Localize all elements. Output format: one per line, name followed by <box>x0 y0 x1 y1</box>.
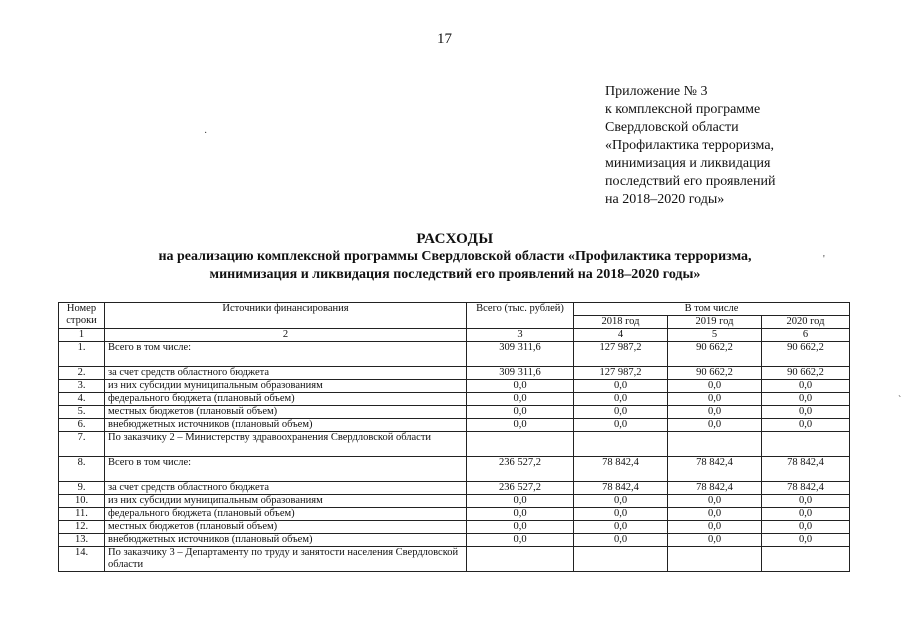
year-2020-cell: 0,0 <box>762 495 850 508</box>
year-2018-cell: 127 987,2 <box>574 367 668 380</box>
year-2018-cell: 0,0 <box>574 380 668 393</box>
row-number: 8. <box>59 457 105 482</box>
total-cell: 0,0 <box>467 495 574 508</box>
header-sources: Источники финансирования <box>105 303 467 329</box>
year-2018-cell: 0,0 <box>574 495 668 508</box>
year-2018-cell: 78 842,4 <box>574 457 668 482</box>
total-cell: 236 527,2 <box>467 482 574 495</box>
row-number: 12. <box>59 521 105 534</box>
source-cell: местных бюджетов (плановый объем) <box>105 521 467 534</box>
column-number: 5 <box>668 329 762 342</box>
header-total: Всего (тыс. рублей) <box>467 303 574 329</box>
year-2019-cell: 0,0 <box>668 419 762 432</box>
appendix-line: минимизация и ликвидация <box>605 156 771 171</box>
scan-speck: · <box>204 128 208 139</box>
table-row <box>59 547 850 572</box>
year-2018-cell <box>574 547 668 572</box>
row-number: 7. <box>59 432 105 457</box>
table-body <box>59 342 850 572</box>
total-cell: 236 527,2 <box>467 457 574 482</box>
column-number: 1 <box>59 329 105 342</box>
total-cell: 309 311,6 <box>467 342 574 367</box>
header-year: 2018 год <box>574 316 668 329</box>
year-2018-cell: 0,0 <box>574 508 668 521</box>
table-row <box>59 406 850 419</box>
total-cell: 0,0 <box>467 393 574 406</box>
year-2018-cell <box>574 432 668 457</box>
row-number: 5. <box>59 406 105 419</box>
expenses-table <box>58 302 850 572</box>
column-number: 6 <box>762 329 850 342</box>
title-main: РАСХОДЫ <box>416 231 494 247</box>
total-cell <box>467 432 574 457</box>
source-cell: из них субсидии муниципальным образованиям <box>105 495 467 508</box>
scan-speck: ' <box>823 254 825 265</box>
year-2020-cell: 0,0 <box>762 521 850 534</box>
appendix-line: Приложение № 3 <box>605 84 708 99</box>
source-cell: внебюджетных источников (плановый объем) <box>105 419 467 432</box>
year-2018-cell: 0,0 <box>574 419 668 432</box>
year-2018-cell: 0,0 <box>574 406 668 419</box>
year-2019-cell: 0,0 <box>668 534 762 547</box>
table-row <box>59 508 850 521</box>
source-cell: из них субсидии муниципальным образованиям <box>105 380 467 393</box>
year-2020-cell: 90 662,2 <box>762 342 850 367</box>
year-2018-cell: 0,0 <box>574 521 668 534</box>
total-cell <box>467 547 574 572</box>
appendix-line: «Профилактика терроризма, <box>605 138 775 153</box>
total-cell: 0,0 <box>467 406 574 419</box>
source-cell: Всего в том числе: <box>105 457 467 482</box>
table-header-row <box>59 303 850 316</box>
table-row <box>59 393 850 406</box>
year-2020-cell: 0,0 <box>762 380 850 393</box>
year-2020-cell: 0,0 <box>762 419 850 432</box>
total-cell: 0,0 <box>467 534 574 547</box>
table-row <box>59 521 850 534</box>
row-number: 1. <box>59 342 105 367</box>
title-line-1: на реализацию комплексной программы Свердловской области «Профилактика терроризма, <box>158 249 752 264</box>
source-cell: По заказчику 3 – Департаменту по труду и занятости населения Свердловской области <box>105 547 467 572</box>
row-number: 4. <box>59 393 105 406</box>
source-cell: за счет средств областного бюджета <box>105 367 467 380</box>
year-2018-cell: 0,0 <box>574 534 668 547</box>
table-row <box>59 367 850 380</box>
source-cell: федерального бюджета (плановый объем) <box>105 508 467 521</box>
document-title <box>60 230 850 284</box>
year-2020-cell <box>762 547 850 572</box>
column-number: 4 <box>574 329 668 342</box>
appendix-line: Свердловской области <box>605 120 739 135</box>
year-2019-cell: 0,0 <box>668 508 762 521</box>
year-2019-cell: 78 842,4 <box>668 457 762 482</box>
year-2019-cell: 0,0 <box>668 495 762 508</box>
header-row-number: Номер строки <box>59 303 105 329</box>
year-2018-cell: 78 842,4 <box>574 482 668 495</box>
total-cell: 309 311,6 <box>467 367 574 380</box>
title-line-2: минимизация и ликвидация последствий его проявлений на 2018–2020 годы» <box>209 267 701 282</box>
source-cell: за счет средств областного бюджета <box>105 482 467 495</box>
source-cell: внебюджетных источников (плановый объем) <box>105 534 467 547</box>
table-row <box>59 380 850 393</box>
year-2019-cell: 0,0 <box>668 406 762 419</box>
year-2019-cell: 90 662,2 <box>668 342 762 367</box>
row-number: 6. <box>59 419 105 432</box>
table-row <box>59 482 850 495</box>
source-cell: Всего в том числе: <box>105 342 467 367</box>
year-2020-cell: 0,0 <box>762 534 850 547</box>
table-row <box>59 419 850 432</box>
column-number: 3 <box>467 329 574 342</box>
scan-speck: ` <box>898 395 902 406</box>
header-year: 2019 год <box>668 316 762 329</box>
year-2020-cell: 78 842,4 <box>762 457 850 482</box>
appendix-line: на 2018–2020 годы» <box>605 192 725 207</box>
year-2019-cell: 0,0 <box>668 393 762 406</box>
page-number: 17 <box>437 31 452 47</box>
year-2018-cell: 127 987,2 <box>574 342 668 367</box>
year-2018-cell: 0,0 <box>574 393 668 406</box>
column-number: 2 <box>105 329 467 342</box>
total-cell: 0,0 <box>467 380 574 393</box>
total-cell: 0,0 <box>467 521 574 534</box>
header-year: 2020 год <box>762 316 850 329</box>
row-number: 11. <box>59 508 105 521</box>
year-2020-cell: 90 662,2 <box>762 367 850 380</box>
row-number: 3. <box>59 380 105 393</box>
header-including: В том числе <box>574 303 850 316</box>
total-cell: 0,0 <box>467 419 574 432</box>
row-number: 2. <box>59 367 105 380</box>
year-2019-cell: 0,0 <box>668 521 762 534</box>
appendix-note <box>605 83 865 209</box>
row-number: 10. <box>59 495 105 508</box>
year-2020-cell: 0,0 <box>762 406 850 419</box>
table-row <box>59 342 850 367</box>
source-cell: федерального бюджета (плановый объем) <box>105 393 467 406</box>
row-number: 14. <box>59 547 105 572</box>
appendix-line: последствий его проявлений <box>605 174 776 189</box>
table-row <box>59 495 850 508</box>
year-2020-cell: 78 842,4 <box>762 482 850 495</box>
source-cell: По заказчику 2 – Министерству здравоохранения Свердловской области <box>105 432 467 457</box>
total-cell: 0,0 <box>467 508 574 521</box>
table-row <box>59 432 850 457</box>
year-2020-cell <box>762 432 850 457</box>
year-2019-cell <box>668 432 762 457</box>
column-number-row <box>59 329 850 342</box>
table-row <box>59 534 850 547</box>
table-row <box>59 457 850 482</box>
row-number: 13. <box>59 534 105 547</box>
year-2020-cell: 0,0 <box>762 393 850 406</box>
year-2019-cell: 0,0 <box>668 380 762 393</box>
year-2019-cell: 78 842,4 <box>668 482 762 495</box>
year-2019-cell: 90 662,2 <box>668 367 762 380</box>
year-2020-cell: 0,0 <box>762 508 850 521</box>
year-2019-cell <box>668 547 762 572</box>
row-number: 9. <box>59 482 105 495</box>
source-cell: местных бюджетов (плановый объем) <box>105 406 467 419</box>
appendix-line: к комплексной программе <box>605 102 761 117</box>
